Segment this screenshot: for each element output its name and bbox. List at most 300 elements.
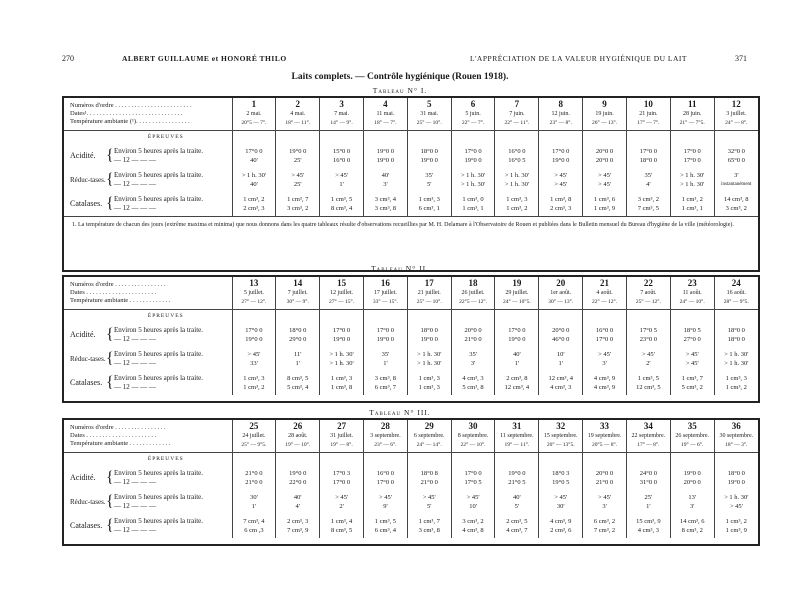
catalases-row bbox=[64, 192, 758, 216]
acidite-value-12h: 23°0 0 bbox=[639, 336, 657, 343]
epreuves-row bbox=[64, 452, 758, 466]
sample-header-cell bbox=[363, 420, 407, 452]
reductases-value-5h: > 45' bbox=[554, 172, 568, 179]
acidite-value-5h: 16°0 0 bbox=[508, 148, 526, 155]
acidite-value-5h: 19°0 0 bbox=[683, 470, 701, 477]
catalases-value-12h: 3 cm³, 8 bbox=[374, 205, 397, 212]
acidite-value-cell bbox=[451, 466, 495, 490]
empty-cell bbox=[407, 452, 451, 466]
reductases-value-cell bbox=[495, 347, 539, 371]
sample-date: 17 juillet. bbox=[373, 290, 397, 297]
empty-cell bbox=[232, 309, 276, 323]
sample-temperature: 33° — 15°. bbox=[372, 299, 398, 306]
catalases-value-cell bbox=[583, 514, 627, 538]
catalases-value-12h: 1 cm³, 1 bbox=[681, 205, 703, 212]
twelve-hours-label: — 12 — — — bbox=[114, 335, 156, 343]
sample-temperature: 23° — 8°. bbox=[549, 120, 572, 127]
reductases-value-5h: 40' bbox=[293, 494, 302, 501]
sample-number: 4 bbox=[383, 99, 388, 110]
sample-number: 30 bbox=[468, 421, 478, 432]
acidite-value-cell bbox=[407, 144, 451, 168]
sample-header-cell bbox=[451, 98, 495, 130]
sample-date: 4 août. bbox=[596, 290, 613, 297]
catalases-value-cell bbox=[495, 514, 539, 538]
catalases-value-12h: 7 cm³, 9 bbox=[287, 527, 309, 534]
acidite-value-12h: 19°0 5 bbox=[552, 479, 570, 486]
sample-number: 14 bbox=[293, 278, 303, 289]
twelve-hours-label: — 12 — — — bbox=[114, 359, 156, 367]
acidite-value-cell bbox=[363, 466, 407, 490]
catalases-value-5h: 1 cm³, 2 bbox=[725, 518, 747, 525]
empty-cell bbox=[407, 309, 451, 323]
acidite-value-12h: 29°0 0 bbox=[289, 336, 307, 343]
reductases-value-cell bbox=[626, 490, 670, 514]
reductases-value-12h: > 45' bbox=[598, 181, 612, 188]
reductases-value-12h: 5' bbox=[514, 503, 520, 510]
acidite-value-cell bbox=[626, 144, 670, 168]
catalases-value-12h: 1 cm³, 8 bbox=[330, 384, 353, 391]
catalases-value-12h: 2 cm³, 6 bbox=[550, 527, 572, 534]
catalases-value-12h: 5 cm³, 8 bbox=[462, 384, 484, 391]
sample-temperature: 27° — 12°. bbox=[241, 299, 267, 306]
catalases-value-12h: 12 cm³, 4 bbox=[504, 384, 530, 391]
dates-label: Dates . . . . . . . . . . . . . . . . . . . . . . bbox=[70, 431, 157, 439]
catalases-value-5h: 1 cm³, 7 bbox=[418, 518, 440, 525]
sample-header-cell bbox=[407, 98, 451, 130]
acidite-value-cell bbox=[670, 466, 714, 490]
catalases-value-5h: 14 cm³, 6 bbox=[679, 518, 705, 525]
catalases-value-5h: 2 cm³, 8 bbox=[506, 375, 528, 382]
catalases-value-5h: 2 cm³, 5 bbox=[506, 518, 528, 525]
catalases-value-12h: 6 cm ,3 bbox=[244, 527, 264, 534]
catalases-value-12h: 1 cm³, 9 bbox=[593, 205, 616, 212]
sample-number: 9 bbox=[602, 99, 607, 110]
sample-temperature: 22° — 12°. bbox=[592, 299, 618, 306]
acidite-row bbox=[64, 144, 758, 168]
acidite-value-12h: 19°0 0 bbox=[376, 157, 395, 164]
catalases-value-5h: 1 cm³, 7 bbox=[681, 375, 703, 382]
time-labels bbox=[114, 517, 203, 535]
sample-number: 34 bbox=[643, 421, 653, 432]
reductases-row bbox=[64, 490, 758, 514]
acidite-value-cell bbox=[276, 323, 320, 347]
temperature-label: Température ambiante . . . . . . . . . . . . . bbox=[70, 439, 171, 447]
reductases-row bbox=[64, 347, 758, 371]
acidite-value-12h: 20°0 0 bbox=[683, 479, 701, 486]
acidite-value-5h: 17°0 3 bbox=[332, 470, 351, 477]
sample-temperature: 17° — 7°. bbox=[637, 120, 660, 127]
sample-date: 7 août. bbox=[640, 290, 657, 297]
acidite-label-cell bbox=[64, 144, 232, 168]
reductases-value-5h: > 1 h. 30' bbox=[460, 172, 486, 179]
sample-number: 16 bbox=[380, 278, 390, 289]
catalases-value-5h: 1 cm³, 4 bbox=[330, 518, 353, 525]
sample-number: 11 bbox=[687, 99, 697, 110]
catalases-value-12h: 1 cm³, 2 bbox=[243, 384, 265, 391]
sample-temperature: 25° — 9°5. bbox=[241, 442, 267, 449]
reductases-value-cell bbox=[626, 347, 670, 371]
five-hours-label: Environ 5 heures après la traite. bbox=[114, 469, 204, 477]
catalases-value-12h: 4 cm³, 3 bbox=[550, 384, 572, 391]
reductases-value-12h: 4' bbox=[295, 503, 300, 510]
reductases-value-5h: > 45' bbox=[685, 351, 699, 358]
sample-date: 29 juillet. bbox=[505, 290, 529, 297]
acidite-value-cell bbox=[670, 144, 714, 168]
sample-header-cell bbox=[626, 98, 670, 130]
catalases-value-cell bbox=[232, 192, 276, 216]
reductases-value-5h: > 45' bbox=[641, 351, 655, 358]
sample-number: 22 bbox=[643, 278, 653, 289]
acidite-value-5h: 18°0 0 bbox=[727, 327, 745, 334]
catalases-value-cell bbox=[626, 371, 670, 395]
sample-temperature: 30° — 9°. bbox=[286, 299, 309, 306]
sample-number: 1 bbox=[251, 99, 257, 110]
reductases-value-5h: > 45' bbox=[598, 351, 612, 358]
acidite-value-cell bbox=[407, 466, 451, 490]
reductases-label: Réduc-tases. bbox=[70, 355, 106, 363]
reductases-value-12h: 3' bbox=[470, 360, 476, 367]
acidite-value-5h: 17°0 0 bbox=[332, 327, 351, 334]
sample-temperature: 22° — 10°. bbox=[460, 442, 486, 449]
acidite-value-cell bbox=[583, 323, 627, 347]
acidite-value-cell bbox=[495, 466, 539, 490]
reductases-value-cell bbox=[583, 347, 627, 371]
empty-cell bbox=[495, 130, 539, 144]
sample-date: 6 septembre. bbox=[413, 433, 445, 440]
sample-date: 31 juillet. bbox=[330, 433, 354, 440]
sample-temperature: 27° — 15°. bbox=[329, 299, 355, 306]
reductases-value-12h: 1' bbox=[295, 360, 300, 367]
reductases-value-cell bbox=[363, 490, 407, 514]
time-labels bbox=[114, 469, 203, 487]
acidite-value-5h: 17°0 0 bbox=[245, 327, 263, 334]
sample-date: 5 juillet. bbox=[243, 290, 264, 297]
table-1-caption: Tableau N° I. bbox=[372, 86, 428, 95]
catalases-value-cell bbox=[539, 192, 583, 216]
acidite-value-5h: 17°0 5 bbox=[639, 327, 657, 334]
catalases-value-5h: 6 cm³, 2 bbox=[593, 518, 616, 525]
acidite-label-group bbox=[70, 147, 232, 165]
acidite-value-cell bbox=[232, 323, 276, 347]
acidite-value-cell bbox=[495, 323, 539, 347]
acidite-value-5h: 17°0 0 bbox=[552, 148, 570, 155]
catalases-label-cell bbox=[64, 371, 232, 395]
sample-temperature: 24° — 10°. bbox=[679, 299, 705, 306]
catalases-value-12h: 3 cm³, 2 bbox=[725, 205, 747, 212]
catalases-value-cell bbox=[539, 514, 583, 538]
epreuves-label-cell bbox=[64, 452, 232, 466]
acidite-value-12h: 22°0 0 bbox=[289, 479, 307, 486]
reductases-value-12h: 25' bbox=[293, 181, 302, 188]
reductases-value-cell bbox=[495, 168, 539, 192]
acidite-value-cell bbox=[320, 323, 364, 347]
acidite-value-12h: 18°0 0 bbox=[639, 157, 657, 164]
sample-date: 11 août. bbox=[682, 290, 702, 297]
reductases-value-cell bbox=[407, 168, 451, 192]
epreuves-row bbox=[64, 309, 758, 323]
empty-cell bbox=[714, 452, 758, 466]
reductases-value-12h: 3' bbox=[602, 503, 607, 510]
empty-cell bbox=[363, 452, 407, 466]
acidite-value-5h: 17°0 0 bbox=[464, 148, 482, 155]
header-row bbox=[64, 420, 758, 452]
catalases-value-5h: 1 cm³, 5 bbox=[330, 196, 353, 203]
sample-number: 17 bbox=[424, 278, 434, 289]
empty-cell bbox=[583, 309, 627, 323]
table-3-caption: Tableau N° III. bbox=[369, 408, 431, 417]
reductases-value-cell bbox=[451, 490, 495, 514]
sample-header-cell bbox=[232, 277, 276, 309]
empty-cell bbox=[232, 130, 276, 144]
acidite-value-5h: 18°0 0 bbox=[727, 470, 745, 477]
acidite-value-cell bbox=[320, 466, 364, 490]
reductases-value-cell bbox=[320, 168, 364, 192]
brace-glyph: { bbox=[106, 493, 114, 510]
acidite-value-12h: 19°0 0 bbox=[508, 336, 526, 343]
sample-header-cell bbox=[363, 98, 407, 130]
five-hours-label: Environ 5 heures après la traite. bbox=[114, 517, 204, 525]
reductases-value-cell bbox=[276, 347, 320, 371]
twelve-hours-label: — 12 — — — bbox=[114, 478, 156, 486]
table-2-caption: Tableau N° II. bbox=[371, 264, 429, 273]
table-1 bbox=[62, 96, 760, 272]
reductases-label-cell bbox=[64, 490, 232, 514]
sample-header-cell bbox=[583, 420, 627, 452]
sample-temperature: 23° — 6°. bbox=[374, 442, 397, 449]
empty-cell bbox=[670, 309, 714, 323]
reductases-value-5h: > 45' bbox=[422, 494, 436, 501]
acidite-value-cell bbox=[583, 466, 627, 490]
catalases-value-5h: 3 cm³, 8 bbox=[374, 375, 397, 382]
catalases-label: Catalases. bbox=[70, 521, 103, 530]
catalases-value-cell bbox=[276, 192, 320, 216]
empty-cell bbox=[583, 130, 627, 144]
catalases-value-cell bbox=[407, 371, 451, 395]
reductases-value-12h: 3' bbox=[602, 360, 607, 367]
reductases-value-5h: 3' bbox=[734, 172, 739, 179]
catalases-value-5h: 1 cm³, 5 bbox=[374, 518, 397, 525]
reductases-value-12h: 1' bbox=[514, 360, 520, 367]
catalases-value-12h: 8 cm³, 2 bbox=[681, 527, 703, 534]
reductases-value-12h: 40' bbox=[250, 181, 258, 188]
sample-number: 19 bbox=[512, 278, 522, 289]
epreuves-label-cell bbox=[64, 309, 232, 323]
catalases-value-12h: 1 cm³, 2 bbox=[506, 205, 528, 212]
catalases-label-cell bbox=[64, 192, 232, 216]
reductases-value-5h: 11' bbox=[294, 351, 302, 358]
reductases-value-12h: 3' bbox=[689, 503, 695, 510]
acidite-value-5h: 17°0 0 bbox=[376, 327, 395, 334]
sample-temperature: 14° — 9°. bbox=[330, 120, 353, 127]
catalases-value-cell bbox=[495, 192, 539, 216]
reductases-value-5h: > 45' bbox=[466, 494, 480, 501]
acidite-value-cell bbox=[232, 144, 276, 168]
catalases-value-12h: 3 cm³, 2 bbox=[287, 205, 309, 212]
catalases-value-12h: 7 cm³, 2 bbox=[593, 527, 616, 534]
acidite-value-12h: 19°0 0 bbox=[420, 336, 438, 343]
catalases-value-12h: 12 cm³, 5 bbox=[636, 384, 661, 391]
sample-header-cell bbox=[626, 277, 670, 309]
sample-temperature: 17° — 8°. bbox=[637, 442, 660, 449]
five-hours-label: Environ 5 heures après la traite. bbox=[114, 350, 204, 358]
reductases-value-12h: 5' bbox=[427, 181, 432, 188]
reductases-label-cell bbox=[64, 347, 232, 371]
catalases-value-12h: 6 cm³, 4 bbox=[374, 527, 397, 534]
reductases-value-5h: 40' bbox=[513, 494, 521, 501]
sample-date: 7 mai. bbox=[334, 111, 350, 118]
acidite-value-5h: 19°0 0 bbox=[289, 148, 307, 155]
brace-glyph: { bbox=[106, 195, 114, 212]
sample-number: 27 bbox=[337, 421, 347, 432]
sample-temperature: 18° — 3°. bbox=[725, 442, 748, 449]
sample-date: 2 mai. bbox=[246, 111, 262, 118]
brace-glyph: { bbox=[106, 147, 114, 164]
catalases-value-5h: 1 cm³, 0 bbox=[462, 196, 484, 203]
acidite-value-cell bbox=[539, 144, 583, 168]
five-hours-label: Environ 5 heures après la traite. bbox=[114, 374, 204, 382]
acidite-value-12h: 21°0 0 bbox=[595, 479, 614, 486]
sample-number: 10 bbox=[643, 99, 653, 110]
acidite-value-5h: 17°0 0 bbox=[508, 327, 526, 334]
sample-date: 31 mai. bbox=[420, 111, 439, 118]
acidite-label: Acidité. bbox=[70, 151, 96, 160]
catalases-value-5h: 12 cm³, 4 bbox=[548, 375, 573, 382]
catalases-value-5h: 3 cm³, 2 bbox=[637, 196, 659, 203]
sample-header-cell bbox=[363, 277, 407, 309]
reductases-value-12h: > 1 h. 30' bbox=[680, 181, 705, 188]
catalases-value-cell bbox=[320, 192, 364, 216]
reductases-value-5h: 35' bbox=[644, 172, 653, 179]
catalases-value-5h: 3 cm³, 2 bbox=[462, 518, 484, 525]
reductases-value-5h: > 45' bbox=[335, 172, 349, 179]
catalases-value-cell bbox=[363, 192, 407, 216]
sample-date: 11 mai. bbox=[376, 111, 395, 118]
sample-temperature: 20°5 — 8°. bbox=[592, 442, 618, 449]
acidite-value-12h: 19°0 0 bbox=[332, 336, 351, 343]
catalases-value-5h: 3 cm³, 4 bbox=[374, 196, 397, 203]
empty-cell bbox=[363, 309, 407, 323]
acidite-value-12h: 27°0 0 bbox=[683, 336, 701, 343]
empty-cell bbox=[626, 130, 670, 144]
reductases-label-group bbox=[70, 493, 232, 511]
reductases-value-12h: 1' bbox=[383, 360, 388, 367]
sample-number: 12 bbox=[731, 99, 741, 110]
catalases-value-cell bbox=[626, 514, 670, 538]
empty-cell bbox=[583, 452, 627, 466]
acidite-value-5h: 19°0 0 bbox=[376, 148, 395, 155]
catalases-value-12h: 1 cm³, 2 bbox=[725, 384, 747, 391]
sample-date: 3 septembre. bbox=[370, 433, 401, 440]
sample-date: 16 août. bbox=[726, 290, 746, 297]
sample-temperature: 19° — 6°. bbox=[681, 442, 704, 449]
sample-number: 23 bbox=[687, 278, 697, 289]
acidite-value-5h: 15°0 0 bbox=[332, 148, 351, 155]
reductases-value-cell bbox=[714, 490, 758, 514]
twelve-hours-label: — 12 — — — bbox=[114, 180, 156, 188]
acidite-value-5h: 20°0 0 bbox=[595, 148, 614, 155]
sample-date: 3 juillet. bbox=[726, 111, 747, 118]
brace-glyph: { bbox=[106, 171, 114, 188]
reductases-value-cell bbox=[539, 347, 583, 371]
brace-glyph: { bbox=[106, 326, 114, 343]
sample-header-cell bbox=[583, 277, 627, 309]
reductases-value-cell bbox=[714, 168, 758, 192]
reductases-value-12h: 3' bbox=[383, 181, 388, 188]
reductases-value-12h: > 45' bbox=[685, 360, 699, 367]
acidite-value-cell bbox=[539, 323, 583, 347]
sample-date: 21 juillet. bbox=[417, 290, 441, 297]
reductases-value-5h: 40' bbox=[513, 351, 521, 358]
catalases-value-cell bbox=[232, 371, 276, 395]
sample-date: 4 mai. bbox=[290, 111, 306, 118]
acidite-value-cell bbox=[626, 466, 670, 490]
catalases-value-12h: 5 cm³, 4 bbox=[287, 384, 309, 391]
catalases-value-12h: 1 cm³, 3 bbox=[418, 384, 440, 391]
reductases-value-5h: > 45' bbox=[291, 172, 305, 179]
catalases-value-12h: 4 cm³, 3 bbox=[637, 527, 659, 534]
empty-cell bbox=[495, 452, 539, 466]
acidite-value-12h: 19°0 0 bbox=[245, 336, 263, 343]
sample-temperature: 22° — 7°. bbox=[461, 120, 485, 127]
time-labels bbox=[114, 326, 203, 344]
acidite-value-5h: 19°0 0 bbox=[289, 470, 307, 477]
reductases-value-cell bbox=[320, 490, 364, 514]
catalases-label-group bbox=[70, 517, 232, 535]
sample-number: 25 bbox=[249, 421, 259, 432]
sample-header-cell bbox=[670, 277, 714, 309]
acidite-value-cell bbox=[670, 323, 714, 347]
catalases-value-cell bbox=[670, 371, 714, 395]
sample-date: 26 septembre. bbox=[675, 433, 710, 440]
sample-number: 36 bbox=[731, 421, 741, 432]
running-head-title: L'APPRÉCIATION DE LA VALEUR HYGIÉNIQUE DU LAIT bbox=[470, 54, 687, 63]
sample-number: 15 bbox=[337, 278, 347, 289]
reductases-value-cell bbox=[407, 347, 451, 371]
reductases-value-12h: > 1 h. 30' bbox=[504, 181, 530, 188]
sample-number: 28 bbox=[380, 421, 390, 432]
sample-header-cell bbox=[714, 420, 758, 452]
reductases-value-12h: 1' bbox=[558, 360, 563, 367]
empty-cell bbox=[407, 130, 451, 144]
sample-header-cell bbox=[539, 98, 583, 130]
empty-cell bbox=[539, 130, 583, 144]
acidite-value-12h: 16°0 0 bbox=[332, 157, 351, 164]
reductases-value-5h: > 45' bbox=[247, 351, 261, 358]
catalases-value-5h: 1 cm³, 3 bbox=[506, 196, 528, 203]
reductases-value-cell bbox=[539, 168, 583, 192]
sample-date: 26 juillet. bbox=[461, 290, 485, 297]
acidite-value-12h: 21°0 0 bbox=[420, 479, 438, 486]
acidite-value-5h: 20°0 0 bbox=[595, 470, 614, 477]
sample-date: 8 septembre. bbox=[457, 433, 489, 440]
reductases-value-5h: 35' bbox=[469, 351, 477, 358]
acidite-value-cell bbox=[714, 144, 758, 168]
reductases-label-group bbox=[70, 171, 232, 189]
reductases-value-5h: > 1 h. 30' bbox=[504, 172, 530, 179]
reductases-value-cell bbox=[626, 168, 670, 192]
acidite-value-cell bbox=[714, 323, 758, 347]
empty-cell bbox=[626, 309, 670, 323]
catalases-value-5h: 2 cm³, 3 bbox=[287, 518, 309, 525]
catalases-value-12h: 4 cm³, 8 bbox=[462, 527, 484, 534]
acidite-value-12h: 17°0 0 bbox=[332, 479, 351, 486]
reductases-value-12h: > 45' bbox=[729, 503, 743, 510]
sample-header-cell bbox=[320, 98, 364, 130]
sample-date: 28 août. bbox=[288, 433, 308, 440]
empty-cell bbox=[276, 130, 320, 144]
empty-cell bbox=[451, 130, 495, 144]
reductases-value-cell bbox=[451, 347, 495, 371]
